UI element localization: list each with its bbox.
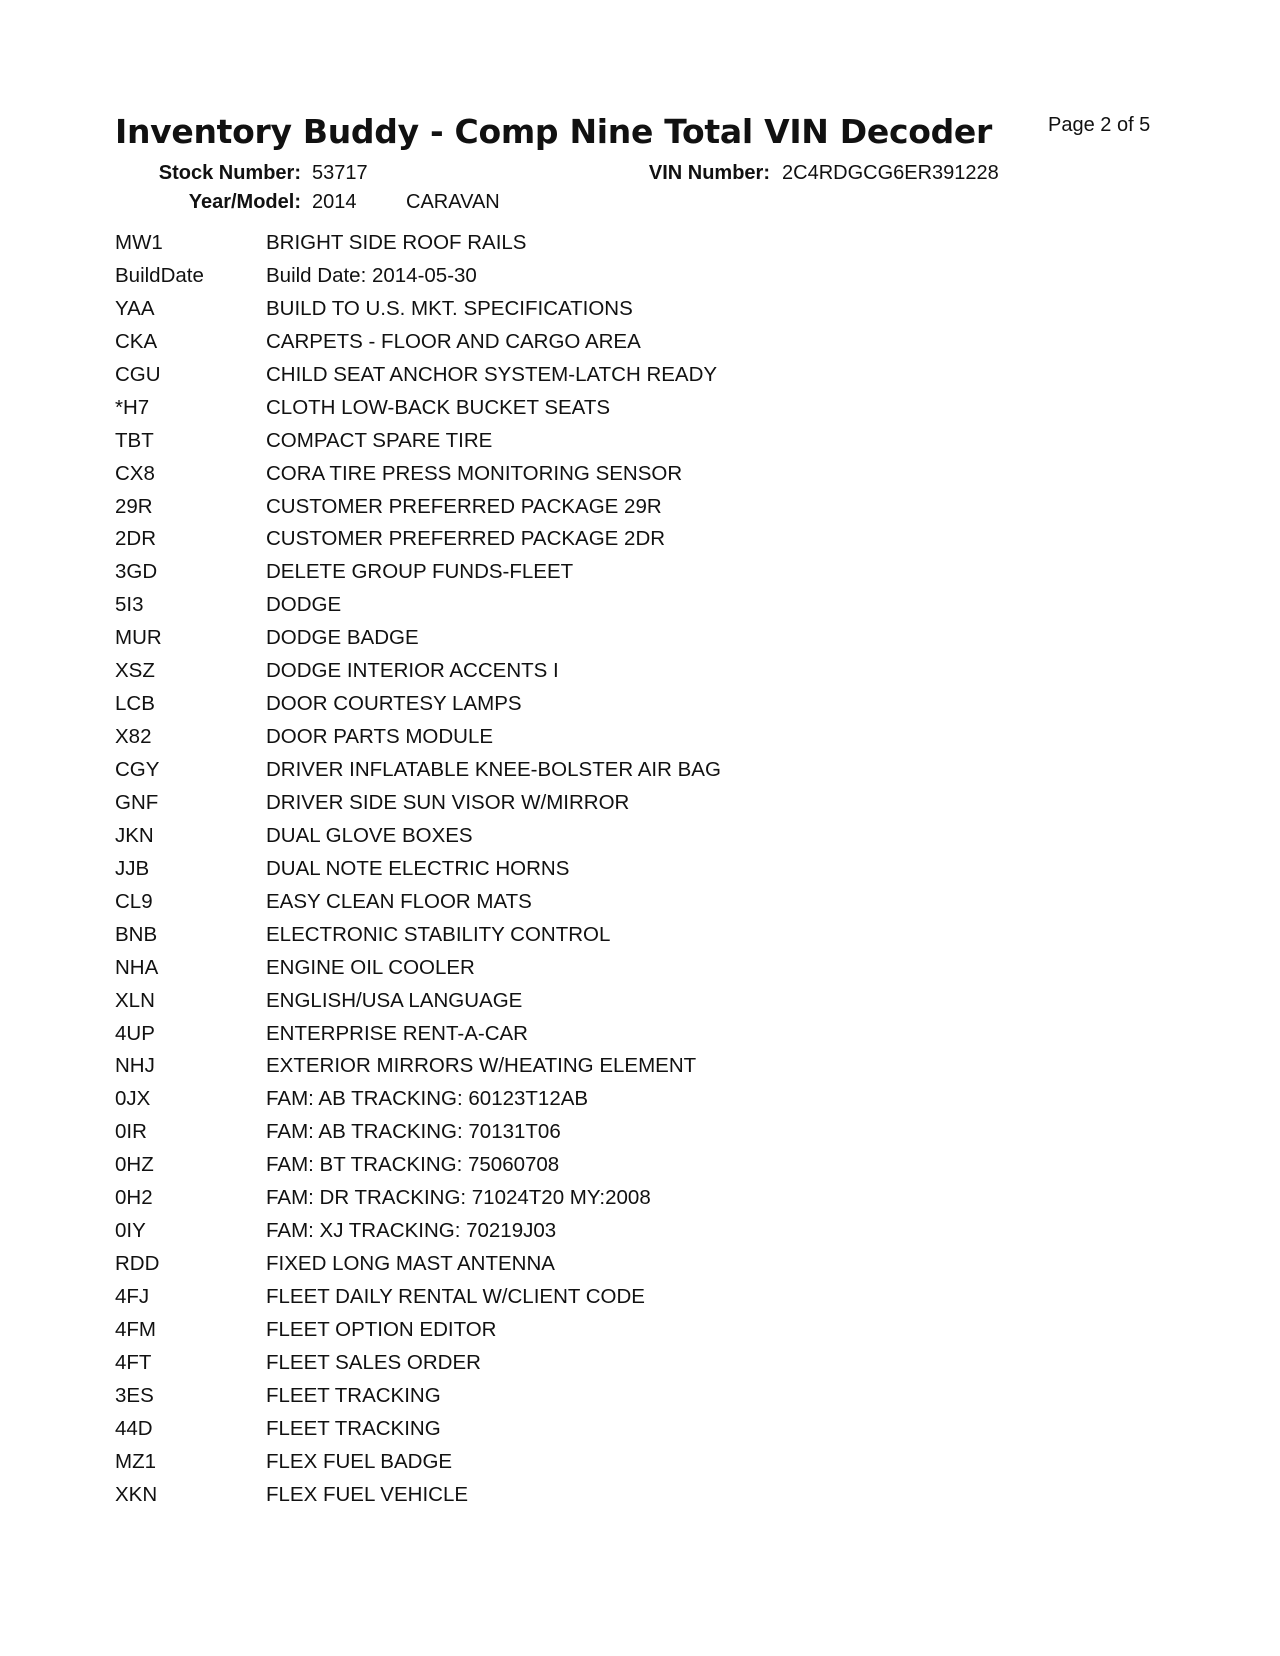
option-code: XSZ [115,659,155,683]
option-row [115,1050,1015,1083]
option-code: NHA [115,955,159,979]
option-code: NHJ [115,1054,155,1078]
option-row [115,1083,1015,1116]
option-code: XLN [115,988,155,1012]
option-row [115,853,1015,886]
option-code: X82 [115,725,152,749]
vin-number-value: 2C4RDGCG6ER391228 [782,162,999,184]
options-list [115,227,1015,1512]
option-description: DUAL NOTE ELECTRIC HORNS [266,856,570,880]
option-description: DODGE INTERIOR ACCENTS I [266,659,559,683]
option-code: MW1 [115,231,163,254]
option-row [115,1314,1015,1347]
option-row [115,622,1015,655]
option-code: 3ES [115,1383,154,1407]
option-description: DELETE GROUP FUNDS-FLEET [266,560,574,584]
option-row [115,1446,1015,1479]
option-code: MUR [115,626,162,650]
option-code: LCB [115,692,155,716]
option-code: XKN [115,1482,158,1506]
option-row [115,754,1015,787]
option-code: GNF [115,790,159,814]
option-description: CARPETS - FLOOR AND CARGO AREA [266,329,641,353]
option-row [115,1347,1015,1380]
option-description: ELECTRONIC STABILITY CONTROL [266,922,611,946]
option-code: 0H2 [115,1186,153,1210]
vin-number-label: VIN Number: [648,162,770,184]
option-row [115,1018,1015,1051]
option-code: 4FM [115,1317,156,1341]
option-code: CL9 [115,889,153,913]
option-description: FLEET TRACKING [266,1383,441,1407]
option-description: FAM: XJ TRACKING: 70219J03 [266,1219,557,1243]
option-row [115,392,1015,425]
option-row [115,589,1015,622]
option-code: 44D [115,1416,153,1440]
option-code: 3GD [115,560,158,584]
option-row [115,227,1015,260]
option-row [115,820,1015,853]
option-row [115,1149,1015,1182]
option-row [115,359,1015,392]
option-description: DRIVER INFLATABLE KNEE-BOLSTER AIR BAG [266,758,721,781]
option-description: Build Date: 2014-05-30 [266,263,477,287]
option-description: FAM: AB TRACKING: 70131T06 [266,1120,561,1144]
option-code: 4UP [115,1021,155,1045]
option-row [115,919,1015,952]
option-code: 4FT [115,1350,152,1374]
option-description: FLEET OPTION EDITOR [266,1317,497,1341]
option-row [115,886,1015,919]
option-code: 4FJ [115,1285,150,1308]
option-code: BNB [115,922,158,946]
option-description: ENGINE OIL COOLER [266,955,475,979]
option-description: CHILD SEAT ANCHOR SYSTEM-LATCH READY [266,362,718,386]
option-code: 0HZ [115,1153,154,1177]
stock-number-label: Stock Number: [158,162,301,184]
year-model-label: Year/Model: [188,191,301,213]
option-code: MZ1 [115,1449,156,1473]
option-description: BUILD TO U.S. MKT. SPECIFICATIONS [266,296,633,320]
option-description: CUSTOMER PREFERRED PACKAGE 29R [266,494,662,518]
option-description: CLOTH LOW-BACK BUCKET SEATS [266,395,611,419]
option-code: CKA [115,329,158,353]
option-description: FLEET SALES ORDER [266,1350,481,1374]
option-row [115,293,1015,326]
option-row [115,523,1015,556]
option-row [115,260,1015,293]
option-description: DODGE BADGE [266,626,419,650]
option-description: CUSTOMER PREFERRED PACKAGE 2DR [266,527,666,551]
option-code: YAA [115,296,155,320]
option-code: TBT [115,428,154,452]
model-value: CARAVAN [406,191,500,213]
option-row [115,491,1015,524]
option-code: CGU [115,362,161,386]
option-row [115,655,1015,688]
option-row [115,556,1015,589]
option-description: FIXED LONG MAST ANTENNA [266,1252,555,1276]
option-row [115,1248,1015,1281]
year-value: 2014 [312,191,357,213]
option-row [115,952,1015,985]
option-code: 0IR [115,1120,147,1144]
option-description: FLEX FUEL VEHICLE [266,1482,469,1506]
option-description: BRIGHT SIDE ROOF RAILS [266,231,527,254]
option-description: ENTERPRISE RENT-A-CAR [266,1021,528,1045]
option-description: FAM: DR TRACKING: 71024T20 MY:2008 [266,1186,651,1210]
option-description: CORA TIRE PRESS MONITORING SENSOR [266,461,683,485]
option-code: 29R [115,494,153,518]
option-description: FAM: AB TRACKING: 60123T12AB [266,1087,589,1111]
option-description: FLEET DAILY RENTAL W/CLIENT CODE [266,1285,645,1308]
option-row [115,1479,1015,1512]
option-description: DOOR COURTESY LAMPS [266,692,522,716]
option-code: JKN [115,823,154,847]
option-row [115,1116,1015,1149]
option-description: EXTERIOR MIRRORS W/HEATING ELEMENT [266,1054,697,1078]
option-row [115,721,1015,754]
option-row [115,787,1015,820]
stock-number-value: 53717 [312,162,368,184]
option-row [115,1215,1015,1248]
option-row [115,1380,1015,1413]
option-code: 0JX [115,1087,151,1111]
option-row [115,688,1015,721]
option-description: DODGE [266,593,342,617]
option-description: FLEET TRACKING [266,1416,441,1440]
page-title: Inventory Buddy - Comp Nine Total VIN Decoder [115,112,992,151]
option-description: EASY CLEAN FLOOR MATS [266,889,532,913]
option-description: ENGLISH/USA LANGUAGE [266,988,523,1012]
option-description: DUAL GLOVE BOXES [266,823,473,847]
option-code: RDD [115,1252,160,1276]
option-code: CGY [115,758,160,781]
option-description: FAM: BT TRACKING: 75060708 [266,1153,560,1177]
option-row [115,326,1015,359]
option-row [115,1281,1015,1314]
option-description: DOOR PARTS MODULE [266,725,494,749]
option-code: BuildDate [115,263,204,287]
option-row [115,458,1015,491]
option-row [115,425,1015,458]
option-row [115,1413,1015,1446]
option-row [115,985,1015,1018]
option-code: 2DR [115,527,157,551]
option-row [115,1182,1015,1215]
option-description: COMPACT SPARE TIRE [266,428,493,452]
option-description: DRIVER SIDE SUN VISOR W/MIRROR [266,790,630,814]
option-code: 0IY [115,1219,146,1243]
page-number: Page 2 of 5 [1048,114,1151,136]
option-code: *H7 [115,395,150,419]
option-code: CX8 [115,461,155,485]
option-code: JJB [115,856,150,880]
option-description: FLEX FUEL BADGE [266,1449,453,1473]
option-code: 5I3 [115,593,144,617]
